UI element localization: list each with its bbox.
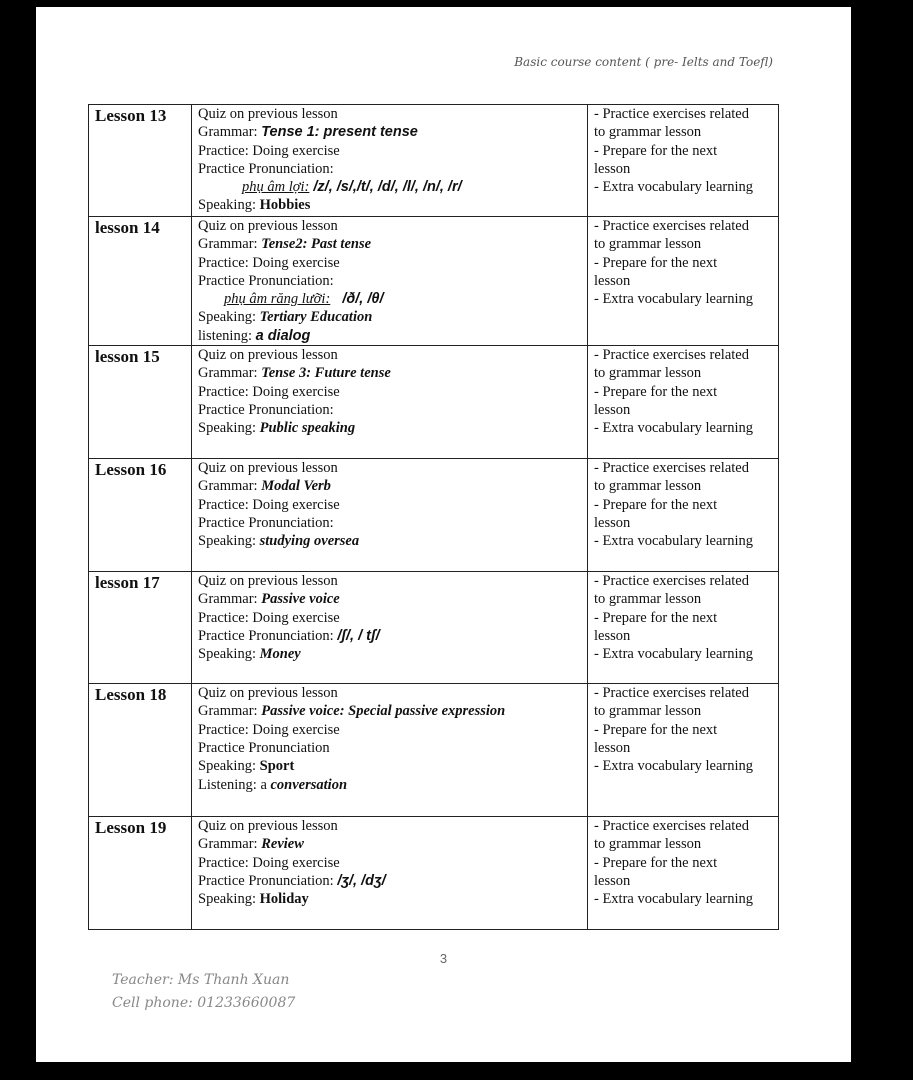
grammar-line <box>198 364 581 382</box>
table-row <box>89 572 779 684</box>
speaking-line <box>198 645 581 663</box>
task-line: lesson <box>594 272 631 289</box>
practice-line: Practice: Doing exercise <box>198 721 340 738</box>
speaking-topic: Tertiary Education <box>259 309 373 326</box>
task-line: lesson <box>594 401 631 418</box>
lesson-name: Lesson 19 <box>95 818 167 838</box>
grammar-label: Grammar: <box>198 236 262 253</box>
grammar-topic: Tense 3: Future tense <box>261 365 391 382</box>
pronunciation-line: Practice Pronunciation: <box>198 160 334 177</box>
task-line: lesson <box>594 160 631 177</box>
practice-line: Practice: Doing exercise <box>198 609 340 626</box>
grammar-label: Grammar: <box>198 124 262 141</box>
task-line: lesson <box>594 627 631 644</box>
pronunciation-label: Practice Pronunciation: <box>198 872 338 889</box>
lesson-cell <box>89 684 192 817</box>
tasks-cell <box>588 817 779 930</box>
task-line: to grammar lesson <box>594 365 702 382</box>
speaking-topic: Public speaking <box>259 420 356 437</box>
listening-line <box>198 776 581 794</box>
quiz-line: Quiz on previous lesson <box>198 106 338 122</box>
pronunciation-line: Practice Pronunciation: <box>198 272 334 289</box>
speaking-topic: Sport <box>259 758 295 775</box>
lesson-name: lesson 15 <box>95 347 160 367</box>
grammar-label: Grammar: <box>198 703 262 720</box>
task-line: to grammar lesson <box>594 591 702 608</box>
header-note: Basic course content ( pre- Ielts and Toefl) <box>514 55 773 69</box>
task-line: lesson <box>594 514 631 531</box>
listening-topic: conversation <box>270 776 348 793</box>
pronunciation-line <box>198 627 581 645</box>
task-line: - Prepare for the next <box>594 142 718 159</box>
speaking-line <box>198 890 581 908</box>
speaking-topic: studying oversea <box>259 533 360 550</box>
lesson-cell <box>89 217 192 346</box>
grammar-topic: Tense2: Past tense <box>261 236 372 253</box>
task-line: - Prepare for the next <box>594 854 718 871</box>
table-row <box>89 817 779 930</box>
page-number: 3 <box>439 951 448 966</box>
grammar-topic: Passive voice <box>261 591 340 608</box>
pronunciation-detail <box>198 290 581 308</box>
task-line: to grammar lesson <box>594 478 702 495</box>
task-line: - Practice exercises related <box>594 218 749 234</box>
teacher-name: Teacher: Ms Thanh Xuan <box>112 972 290 988</box>
table-row <box>89 217 779 346</box>
listening-topic: a dialog <box>255 327 311 344</box>
task-line: - Extra vocabulary learning <box>594 758 754 775</box>
grammar-label: Grammar: <box>198 365 262 382</box>
grammar-line <box>198 835 581 853</box>
speaking-topic: Money <box>259 646 301 663</box>
speaking-label: Speaking: <box>198 420 260 437</box>
listening-prefix: a <box>260 776 271 793</box>
speaking-label: Speaking: <box>198 309 260 326</box>
grammar-line <box>198 702 581 720</box>
pronunciation-line <box>198 872 581 890</box>
grammar-label: Grammar: <box>198 591 262 608</box>
speaking-label: Speaking: <box>198 533 260 550</box>
task-line: lesson <box>594 872 631 889</box>
lesson-cell <box>89 459 192 572</box>
speaking-label: Speaking: <box>198 646 260 663</box>
tasks-cell <box>588 572 779 684</box>
pronunciation-vn: phụ âm lợi: <box>242 179 310 196</box>
pronunciation-vn: phụ âm răng lưỡi: <box>224 291 331 308</box>
pronunciation-sounds: /z/, /s/,/t/, /d/, /l/, /n/, /r/ <box>309 179 462 196</box>
task-line: - Practice exercises related <box>594 573 749 590</box>
task-line: - Extra vocabulary learning <box>594 420 754 437</box>
tasks-cell <box>588 459 779 572</box>
task-line: - Practice exercises related <box>594 460 749 477</box>
task-line: - Extra vocabulary learning <box>594 646 754 663</box>
grammar-line <box>198 123 581 141</box>
grammar-line <box>198 477 581 495</box>
content-cell <box>192 217 588 346</box>
content-cell <box>192 684 588 817</box>
lesson-cell <box>89 346 192 459</box>
task-line: - Extra vocabulary learning <box>594 891 754 908</box>
quiz-line: Quiz on previous lesson <box>198 460 338 477</box>
speaking-topic: Hobbies <box>259 197 311 214</box>
task-line: - Prepare for the next <box>594 496 718 513</box>
lesson-name: Lesson 18 <box>95 685 167 705</box>
speaking-line <box>198 757 581 775</box>
pronunciation-sounds: /ʃ/, / tʃ/ <box>337 627 380 644</box>
task-line: to grammar lesson <box>594 836 702 853</box>
pronunciation-label: Practice Pronunciation: <box>198 627 338 644</box>
grammar-line <box>198 235 581 253</box>
practice-line: Practice: Doing exercise <box>198 142 340 159</box>
quiz-line: Quiz on previous lesson <box>198 685 338 702</box>
speaking-label: Speaking: <box>198 197 260 214</box>
content-cell <box>192 572 588 684</box>
content-cell <box>192 817 588 930</box>
task-line: - Extra vocabulary learning <box>594 291 754 308</box>
pronunciation-sounds: /ð/, /θ/ <box>330 291 384 308</box>
grammar-label: Grammar: <box>198 836 262 853</box>
content-cell <box>192 459 588 572</box>
quiz-line: Quiz on previous lesson <box>198 347 338 364</box>
lesson-name: Lesson 16 <box>95 460 167 480</box>
task-line: - Extra vocabulary learning <box>594 533 754 550</box>
grammar-topic: Review <box>261 836 304 853</box>
practice-line: Practice: Doing exercise <box>198 854 340 871</box>
speaking-line <box>198 196 581 214</box>
practice-line: Practice: Doing exercise <box>198 496 340 513</box>
task-line: to grammar lesson <box>594 124 702 141</box>
teacher-phone: Cell phone: 01233660087 <box>112 995 296 1011</box>
grammar-topic: Modal Verb <box>261 478 331 495</box>
quiz-line: Quiz on previous lesson <box>198 573 338 590</box>
task-line: - Extra vocabulary learning <box>594 179 754 196</box>
speaking-topic: Holiday <box>259 891 309 908</box>
quiz-line: Quiz on previous lesson <box>198 818 338 835</box>
pronunciation-detail <box>198 178 581 196</box>
listening-label: Listening: <box>198 776 261 793</box>
lesson-name: lesson 14 <box>95 218 160 237</box>
task-line: - Prepare for the next <box>594 609 718 626</box>
lesson-cell <box>89 817 192 930</box>
speaking-label: Speaking: <box>198 891 260 908</box>
table-row <box>89 346 779 459</box>
content-cell <box>192 105 588 217</box>
task-line: to grammar lesson <box>594 703 702 720</box>
pronunciation-line: Practice Pronunciation <box>198 739 330 756</box>
task-line: - Prepare for the next <box>594 383 718 400</box>
tasks-cell <box>588 217 779 346</box>
speaking-line <box>198 532 581 550</box>
task-line: - Practice exercises related <box>594 818 749 835</box>
grammar-label: Grammar: <box>198 478 262 495</box>
task-line: - Practice exercises related <box>594 685 749 702</box>
lesson-cell <box>89 572 192 684</box>
lesson-table <box>88 104 779 930</box>
tasks-cell <box>588 346 779 459</box>
tasks-cell <box>588 684 779 817</box>
task-line: - Practice exercises related <box>594 347 749 364</box>
table-row <box>89 684 779 817</box>
content-cell <box>192 346 588 459</box>
speaking-line <box>198 419 581 437</box>
task-line: - Prepare for the next <box>594 721 718 738</box>
table-row <box>89 105 779 217</box>
task-line: - Prepare for the next <box>594 254 718 271</box>
lesson-cell <box>89 105 192 217</box>
pronunciation-sounds: /ʒ/, /dʒ/ <box>337 872 386 889</box>
listening-label: listening: <box>198 327 256 344</box>
grammar-line <box>198 590 581 608</box>
speaking-label: Speaking: <box>198 758 260 775</box>
grammar-topic: Passive voice: Special passive expression <box>261 703 506 720</box>
practice-line: Practice: Doing exercise <box>198 383 340 400</box>
practice-line: Practice: Doing exercise <box>198 254 340 271</box>
lesson-name: Lesson 13 <box>95 106 167 125</box>
pronunciation-line: Practice Pronunciation: <box>198 401 334 418</box>
grammar-topic: Tense 1: present tense <box>261 124 418 141</box>
table-row <box>89 459 779 572</box>
listening-line <box>198 327 581 345</box>
tasks-cell <box>588 105 779 217</box>
document-page <box>36 7 851 1062</box>
lesson-name: lesson 17 <box>95 573 160 593</box>
speaking-line <box>198 308 581 326</box>
task-line: - Practice exercises related <box>594 106 749 122</box>
task-line: lesson <box>594 739 631 756</box>
quiz-line: Quiz on previous lesson <box>198 218 338 234</box>
pronunciation-line: Practice Pronunciation: <box>198 514 334 531</box>
teacher-footer <box>112 969 295 1015</box>
task-line: to grammar lesson <box>594 236 702 253</box>
